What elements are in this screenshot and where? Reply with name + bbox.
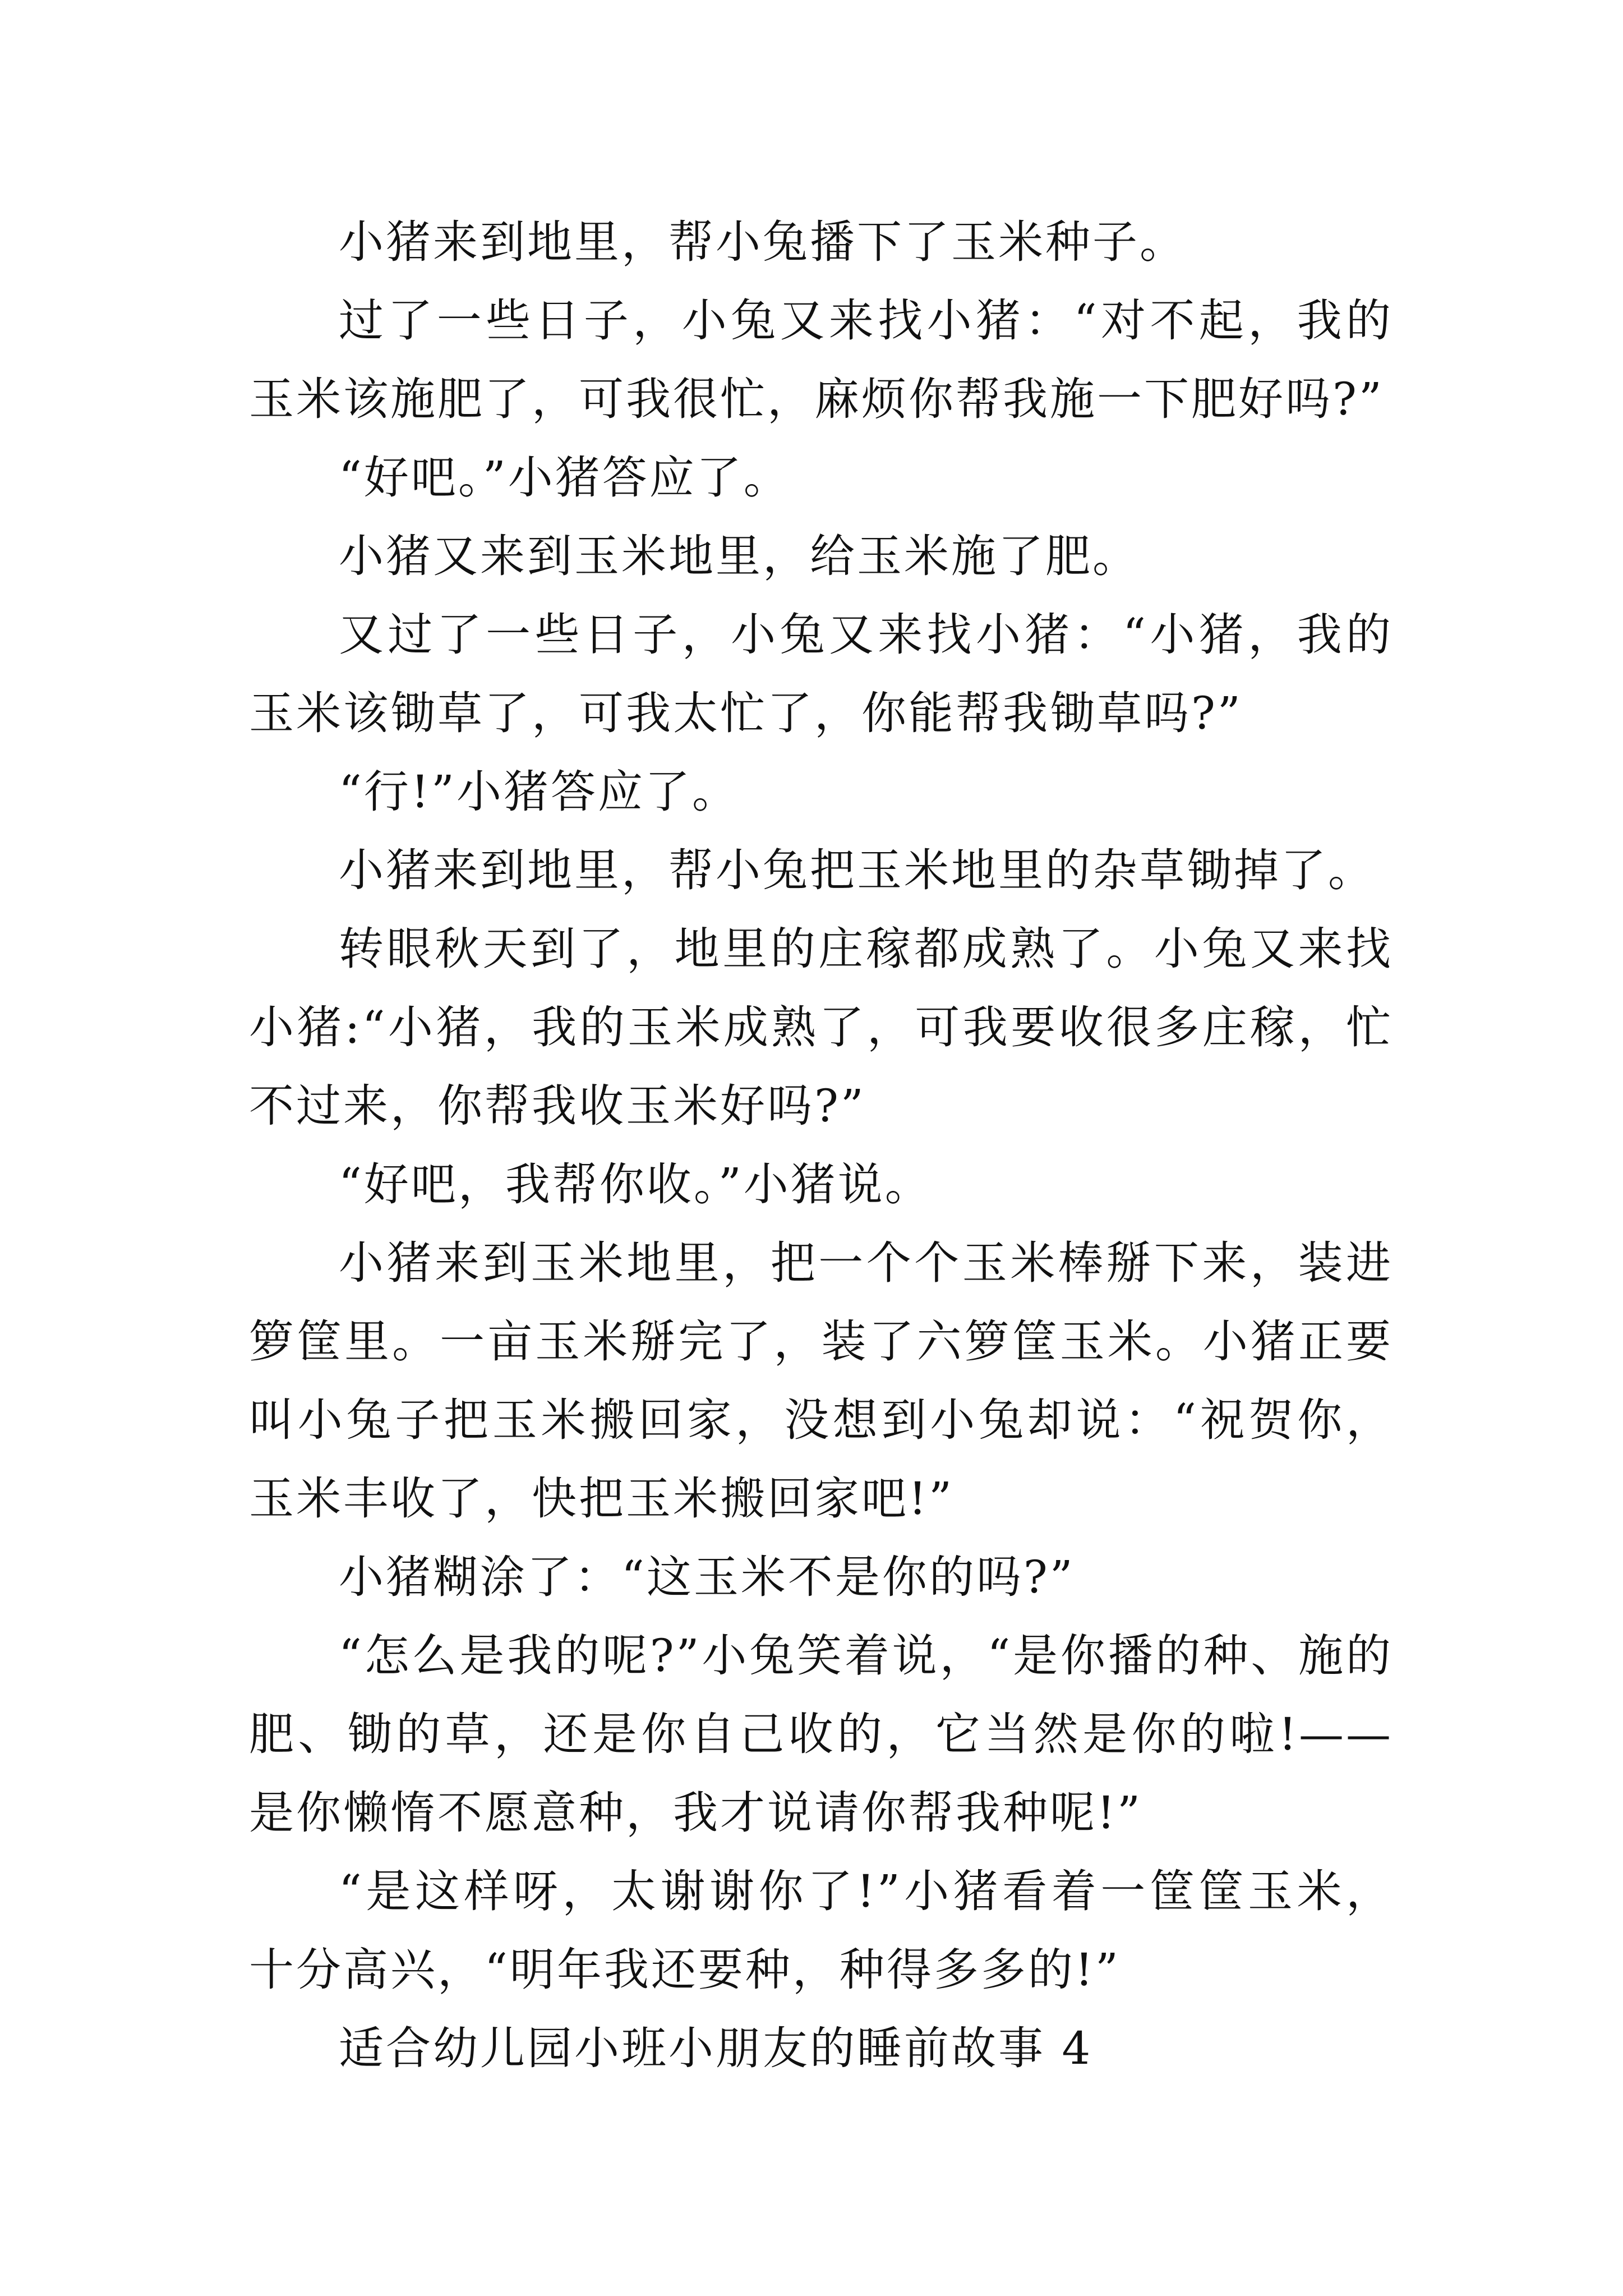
- paragraph: 又过了一些日子，小兔又来找小猪：“小猪，我的玉米该锄草了，可我太忙了，你能帮我锄草吗?”: [249, 609, 1393, 739]
- paragraph: “是这样呀，太谢谢你了!”小猪看着一筐筐玉米，十分高兴，“明年我还要种，种得多多的!”: [249, 1865, 1393, 1996]
- paragraph: 小猪来到地里，帮小兔播下了玉米种子。: [339, 216, 1187, 268]
- paragraph: 小猪来到玉米地里，把一个个玉米棒掰下来，装进箩筐里。一亩玉米掰完了，装了六箩筐玉米。小猪正要叫小兔子把玉米搬回家，没想到小兔却说：“祝贺你，玉米丰收了，快把玉米搬回家吧!”: [249, 1237, 1393, 1525]
- paragraph: “好吧，我帮你收。”小猪说。: [339, 1158, 932, 1211]
- paragraph: “怎么是我的呢?”小兔笑着说，“是你播的种、施的肥、锄的草，还是你自己收的，它当然是你的啦!——是你懒惰不愿意种，我才说请你帮我种呢!”: [249, 1630, 1393, 1839]
- paragraph: 小猪来到地里，帮小兔把玉米地里的杂草锄掉了。: [339, 844, 1375, 896]
- paragraph: “行!”小猪答应了。: [339, 766, 739, 818]
- paragraph: 转眼秋天到了，地里的庄稼都成熟了。小兔又来找小猪:“小猪，我的玉米成熟了，可我要收很多庄稼，忙不过来，你帮我收玉米好吗?”: [249, 923, 1393, 1132]
- paragraph: 过了一些日子，小兔又来找小猪：“对不起，我的玉米该施肥了，可我很忙，麻烦你帮我施一下肥好吗?”: [249, 295, 1393, 425]
- section-heading: 适合幼儿园小班小朋友的睡前故事 4: [339, 2022, 1093, 2074]
- paragraph: 小猪糊涂了：“这玉米不是你的吗?”: [339, 1551, 1075, 1603]
- document-body: [249, 203, 1393, 2088]
- paragraph: 小猪又来到玉米地里，给玉米施了肥。: [339, 530, 1140, 582]
- paragraph: “好吧。”小猪答应了。: [339, 452, 791, 504]
